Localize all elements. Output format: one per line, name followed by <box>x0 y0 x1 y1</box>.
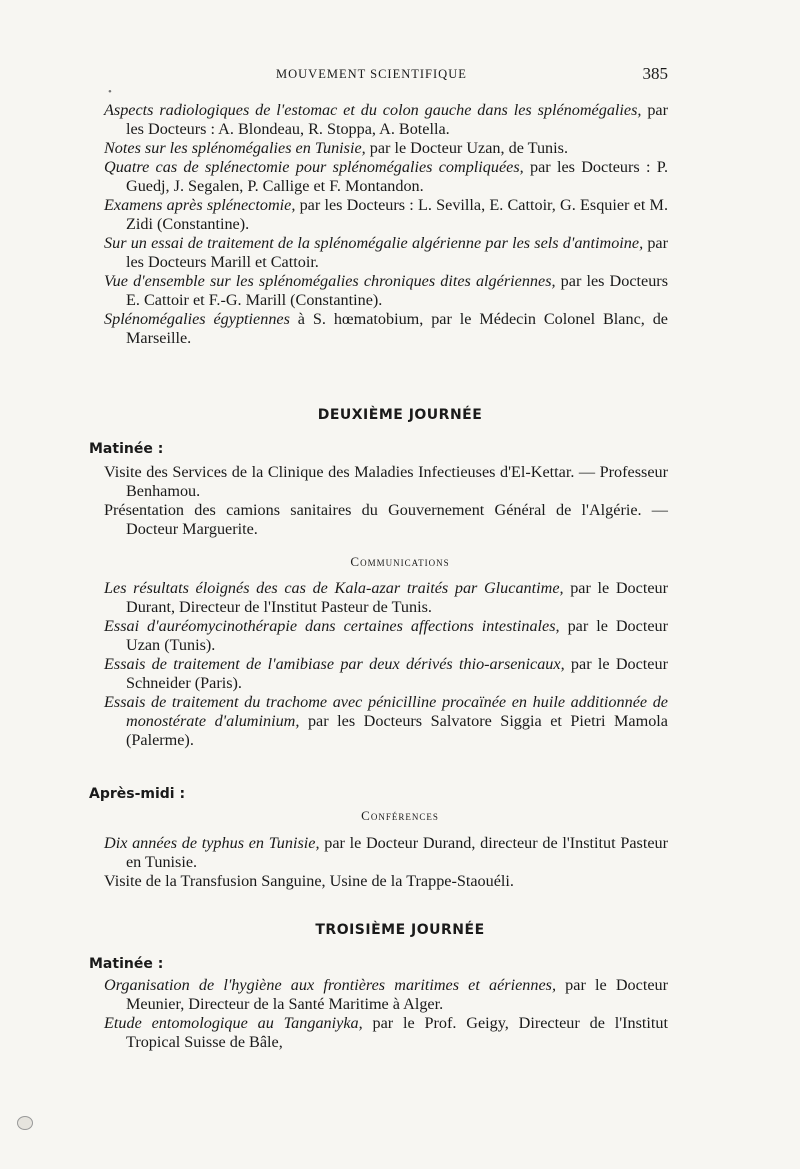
communication-entry: Essais de traitement de l'amibiase par deux dérivés thio-arsenicaux, par le Docteur Schneider (Paris). <box>104 655 668 692</box>
paper-entry: Aspects radiologiques de l'estomac et du colon gauche dans les splénomégalies, par les Docteurs : A. Blondeau, R. Stoppa, A. Botella. <box>104 101 669 138</box>
paper-entry: Organisation de l'hygiène aux frontières maritimes et aériennes, par le Docteur Meunier, Directeur de la Santé Maritime à Alger. <box>104 976 668 1013</box>
day-two-afternoon-label: Après-midi : <box>89 786 186 802</box>
paper-entry: Splénomégalies égyptiennes à S. hœmatobium, par le Médecin Colonel Blanc, de Marseille. <box>104 310 668 347</box>
splenomegaly-papers <box>104 101 668 348</box>
ink-blot-icon <box>17 1116 33 1130</box>
paper-entry: Quatre cas de splénectomie pour splénomégalies compliquées, par les Docteurs : P. Guedj, J. Segalen, P. Callige et F. Montandon. <box>104 158 668 195</box>
day-two-morning-label: Matinée : <box>89 441 164 457</box>
conferences-heading: Conférences <box>361 808 439 823</box>
conference-entry: Dix années de typhus en Tunisie, par le Docteur Durand, directeur de l'Institut Pasteur en Tunisie. <box>104 834 668 871</box>
paper-entry: Sur un essai de traitement de la splénomégalie algérienne par les sels d'antimoine, par les Docteurs Marill et Cattoir. <box>104 234 669 271</box>
communications-heading: Communications <box>350 554 450 569</box>
day-two-visits <box>104 463 668 539</box>
communication-entry: Essais de traitement du trachome avec pénicilline procaïnée en huile additionnée de monostérate d'aluminium, par les Docteurs Salvatore Siggia et Pietri Mamola (Palerme). <box>104 693 668 749</box>
conferences-list <box>104 834 668 891</box>
conference-entry: Visite de la Transfusion Sanguine, Usine de la Trappe-Staouéli. <box>104 872 514 890</box>
day-three-papers <box>104 976 668 1052</box>
ink-speck-icon: • <box>108 86 112 98</box>
paper-entry: Notes sur les splénomégalies en Tunisie, par le Docteur Uzan, de Tunis. <box>104 139 568 157</box>
day-two-heading: DEUXIÈME JOURNÉE <box>317 407 483 423</box>
day-three-morning-label: Matinée : <box>89 956 164 972</box>
page-number: 385 <box>642 64 668 83</box>
paper-entry: Etude entomologique au Tanganiyka, par le Prof. Geigy, Directeur de l'Institut Tropical Suisse de Bâle, <box>104 1014 668 1051</box>
running-title: MOUVEMENT SCIENTIFIQUE <box>276 67 467 81</box>
communication-entry: Les résultats éloignés des cas de Kala-azar traités par Glucantime, par le Docteur Durant, Directeur de l'Institut Pasteur de Tunis. <box>104 579 668 616</box>
visit-entry: Visite des Services de la Clinique des Maladies Infectieuses d'El-Kettar. — Professeur Benhamou. <box>104 463 668 500</box>
paper-entry: Examens après splénectomie, par les Docteurs : L. Sevilla, E. Cattoir, G. Esquier et M. Zidi (Constantine). <box>104 196 668 233</box>
paper-entry: Vue d'ensemble sur les splénomégalies chroniques dites algériennes, par les Docteurs E. Cattoir et F.-G. Marill (Constantine). <box>104 272 668 309</box>
page-header <box>104 64 668 86</box>
communications-list <box>104 579 668 750</box>
day-three-heading: TROISIÈME JOURNÉE <box>315 922 485 938</box>
communication-entry: Essai d'auréomycinothérapie dans certaines affections intestinales, par le Docteur Uzan (Tunis). <box>104 617 668 654</box>
visit-entry: Présentation des camions sanitaires du Gouvernement Général de l'Algérie. — Docteur Marguerite. <box>104 501 668 538</box>
